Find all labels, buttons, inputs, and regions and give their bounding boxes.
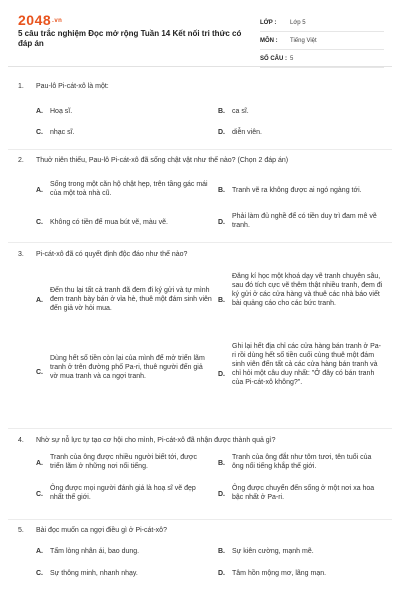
meta-table	[260, 14, 384, 68]
option-letter: C.	[36, 369, 43, 376]
question-number: 5.	[18, 527, 24, 534]
question-1	[18, 82, 382, 147]
option-text: Tâm hồn mộng mơ, lãng mạn.	[232, 570, 327, 577]
question-number: 2.	[18, 157, 24, 164]
option-text: Ông được chuyển đến sống ở một nơi xa hoa bậc nhất ở Pa-ri.	[232, 485, 375, 501]
option-letter: B.	[218, 187, 225, 194]
option-letter: B.	[218, 460, 225, 467]
option-text: Ghi lại hết địa chỉ các cửa hàng bán tranh ở Pa-ri rồi dùng hết số tiền cuối cùng thuê một đám sinh viên đến tất cả các cửa hàng bán tranh và chỉ hỏi một câu duy nhất: "Ở đây có bán tranh của Pi-cát-xô không?".	[232, 343, 381, 386]
question-2	[18, 156, 382, 241]
question-number: 3.	[18, 251, 24, 258]
question-prompt: Pau-lô Pi-cát-xô là một:	[36, 83, 109, 90]
question-5	[18, 526, 382, 588]
option-letter: C.	[36, 570, 43, 577]
question-4	[18, 436, 382, 516]
question-prompt: Bài đọc muốn ca ngợi điều gì ở Pi-cát-xô?	[36, 527, 167, 534]
meta-key: SỐ CÂU :	[260, 55, 287, 62]
question-number: 1.	[18, 83, 24, 90]
option-text: Sự kiên cường, mạnh mẽ.	[232, 548, 314, 555]
option-text: diễn viên.	[232, 129, 262, 136]
divider	[8, 519, 392, 520]
site-logo[interactable]	[18, 12, 62, 28]
option-text: Sống trong một căn hộ chật hẹp, trên tầng gác mái của một toà nhà cũ.	[50, 181, 208, 197]
option-text: Không có tiền để mua bút vẽ, màu vẽ.	[50, 219, 168, 226]
option-letter: A.	[36, 108, 43, 115]
question-text	[18, 82, 382, 91]
question-text	[18, 526, 382, 535]
question-text	[18, 250, 382, 259]
option-letter: A.	[36, 548, 43, 555]
option-text: Hoạ sĩ.	[50, 108, 73, 115]
divider	[8, 242, 392, 243]
question-text	[18, 436, 382, 445]
logo-suffix: .vn	[52, 18, 63, 25]
question-number: 4.	[18, 437, 24, 444]
question-prompt: Thuở niên thiếu, Pau-lô Pi-cát-xô đã sống chật vật như thế nào? (Chọn 2 đáp án)	[36, 157, 289, 164]
option-text: Tranh vẽ ra không được ai ngó ngàng tới.	[232, 187, 362, 194]
question-prompt: Nhờ sự nỗ lực tự tạo cơ hội cho mình, Pi-cát-xô đã nhận được thành quả gì?	[36, 437, 276, 444]
option-letter: D.	[218, 491, 225, 498]
option-text: Ông được mọi người đánh giá là hoạ sĩ vẽ đẹp nhất thế giới.	[50, 485, 196, 501]
question-3	[18, 250, 382, 428]
option-letter: A.	[36, 460, 43, 467]
meta-key: LỚP :	[260, 19, 277, 26]
option-text: Dùng hết số tiền còn lại của mình để mở triển lãm tranh ở trên đường phố Pa-ri, thuê người đến giả vờ mua tranh và ca ngợi tranh.	[50, 355, 205, 380]
divider	[8, 428, 392, 429]
logo-text: 2048	[18, 12, 52, 28]
option-letter: A.	[36, 297, 43, 304]
option-text: nhạc sĩ.	[50, 129, 75, 136]
document-title: 5 câu trắc nghiệm Đọc mở rộng Tuần 14 Kết nối tri thức có đáp án	[18, 29, 242, 48]
option-text: Tranh của ông được nhiều người biết tới, được triển lãm ở những nơi nổi tiếng.	[50, 454, 197, 470]
option-letter: D.	[218, 371, 225, 378]
meta-row-subject	[260, 32, 384, 50]
option-letter: B.	[218, 297, 225, 304]
option-letter: C.	[36, 129, 43, 136]
option-letter: A.	[36, 187, 43, 194]
option-letter: B.	[218, 108, 225, 115]
question-prompt: Pi-cát-xô đã có quyết định độc đáo như thế nào?	[36, 251, 188, 258]
meta-row-count	[260, 50, 384, 68]
option-text: Đến thu lại tất cả tranh đã đem đi ký gửi và tự mình đem tranh bày bán ở vỉa hè, thuê một đám sinh viên đến giả vờ hỏi mua.	[50, 287, 212, 312]
divider	[8, 149, 392, 150]
option-text: Phải làm đủ nghề để có tiền duy trì đam mê vẽ tranh.	[232, 213, 377, 229]
option-letter: D.	[218, 219, 225, 226]
meta-key: MÔN :	[260, 37, 278, 44]
header	[8, 4, 392, 67]
option-letter: D.	[218, 570, 225, 577]
worksheet-page	[8, 4, 392, 596]
meta-value: 5	[290, 55, 294, 62]
option-text: Đăng kí học một khoá dạy vẽ tranh chuyên sâu, sau đó tích cực vẽ thêm thật nhiều tranh, đem đi ký gửi ở các cửa hàng và thuê các nhà báo viết bài quảng cáo cho các bức tranh.	[232, 273, 383, 307]
option-letter: C.	[36, 219, 43, 226]
option-text: Tranh của ông đắt như tôm tươi, tên tuổi của ông nổi tiếng khắp thế giới.	[232, 454, 372, 470]
option-text: ca sĩ.	[232, 108, 249, 115]
option-letter: D.	[218, 129, 225, 136]
meta-value: Lớp 5	[290, 19, 306, 26]
meta-value: Tiếng Việt	[290, 37, 317, 44]
meta-row-class	[260, 14, 384, 32]
option-text: Sự thông minh, nhanh nhạy.	[50, 570, 138, 577]
option-letter: B.	[218, 548, 225, 555]
option-letter: C.	[36, 491, 43, 498]
option-text: Tấm lòng nhân ái, bao dung.	[50, 548, 140, 555]
question-text	[18, 156, 382, 165]
